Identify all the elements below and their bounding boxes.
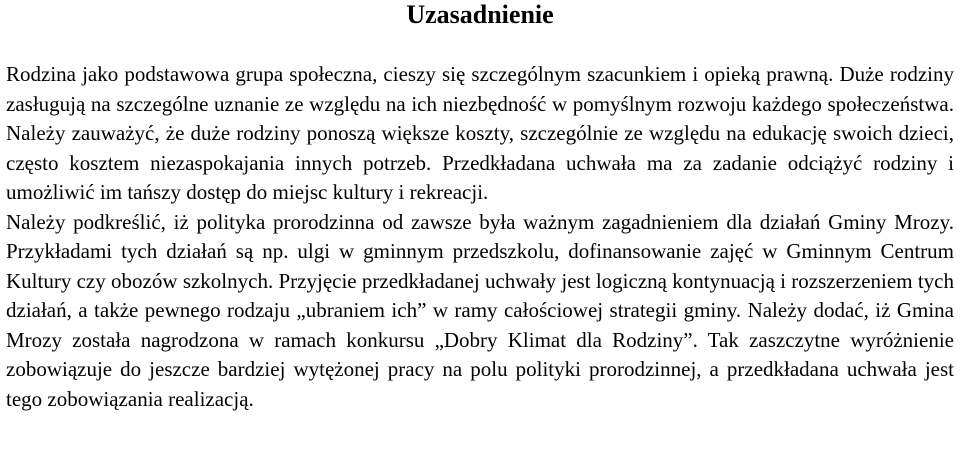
- document-title: Uzasadnienie: [406, 0, 554, 29]
- paragraph: Rodzina jako podstawowa grupa społeczna, cieszy się szczególnym szacunkiem i opieką prawną. Duże rodziny zasługują na szczególne uznanie ze względu na ich niezbędność w pomyślnym rozwoju każdego społeczeństwa. Należy zauważyć, że duże rodziny ponoszą większe koszty, szczególnie ze względu na edukację swoich dzieci, często kosztem niezaspokajania innych potrzeb. Przedkładana uchwała ma za zadanie odciążyć rodziny i umożliwić im tańszy dostęp do miejsc kultury i rekreacji.: [6, 62, 954, 204]
- paragraph: Należy podkreślić, iż polityka prorodzinna od zawsze była ważnym zagadnieniem dla działań Gminy Mrozy. Przykładami tych działań są np. ulgi w gminnym przedszkolu, dofinansowanie zajęć w Gminnym Centrum Kultury czy obozów szkolnych. Przyjęcie przedkładanej uchwały jest logiczną kontynuacją i rozszerzeniem tych działań, a także pewnego rodzaju „ubraniem ich” w ramy całościowej strategii gminy. Należy dodać, iż Gmina Mrozy została nagrodzona w ramach konkursu „Dobry Klimat dla Rodziny”. Tak zaszczytne wyróżnienie zobowiązuje do jeszcze bardziej wytężonej pracy na polu polityki prorodzinnej, a przedkładana uchwała jest tego zobowiązania realizacją.: [6, 209, 954, 411]
- document-body: [6, 60, 954, 414]
